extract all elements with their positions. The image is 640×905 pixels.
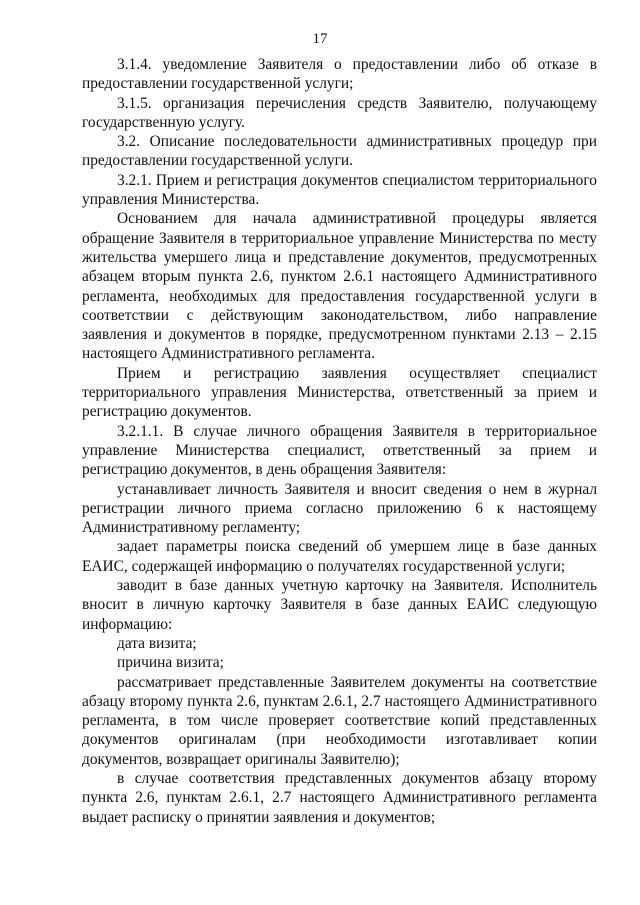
paragraph-3-2: 3.2. Описание последовательности административных процедур при предоставлении государственной услуги.: [82, 133, 597, 170]
paragraph-3-2-1: 3.2.1. Прием и регистрация документов специалистом территориального управления Министерства.: [82, 171, 597, 209]
page-number: 17: [312, 31, 328, 47]
paragraph-visit-date: дата визита;: [117, 634, 197, 652]
paragraph-review: рассматривает представленные Заявителем документы на соответствие абзацу второму пункта 2.6, пунктам 2.6.1, 2.7 настоящего Административного регламента, в том числе проверяет соответствие копий представленных документов оригиналам (при необходимости изготавливает копии документов, возвращает оригиналы Заявителю);: [82, 673, 597, 768]
paragraph-reception: Прием и регистрацию заявления осуществляет специалист территориального управления Министерства, ответственный за прием и регистрацию документов.: [82, 364, 597, 421]
paragraph-card: заводит в базе данных учетную карточку на Заявителя. Исполнитель вносит в личную карточку Заявителя в базе данных ЕАИС следующую информацию:: [82, 577, 597, 633]
paragraph-basis: Основанием для начала административной процедуры является обращение Заявителя в территориальное управление Министерства по месту жительства умершего лица и представление документов, предусмотренных абзацем вторым пункта 2.6, пунктом 2.6.1 настоящего Административного регламента, необходимых для предоставления государственной услуги в соответствии с действующим законодательством, либо направление заявления и документов в порядке, предусмотренном пунктами 2.13 – 2.15 настоящего Административного регламента.: [82, 210, 597, 363]
paragraph-receipt: в случае соответствия представленных документов абзацу второму пункта 2.6, пунктам 2.6.1, 2.7 настоящего Административного регламента выдает расписку о принятии заявления и документов;: [82, 769, 597, 826]
paragraph-search: задает параметры поиска сведений об умершем лице в базе данных ЕАИС, содержащей информацию о получателях государственной услуги;: [82, 538, 597, 575]
paragraph-visit-reason: причина визита;: [117, 654, 224, 672]
document-body: [82, 55, 597, 827]
paragraph-3-1-4: 3.1.4. уведомление Заявителя о предоставлении либо об отказе в предоставлении государственной услуги;: [82, 56, 597, 93]
paragraph-3-1-5: 3.1.5. организация перечисления средств Заявителю, получающему государственную услугу.: [82, 94, 597, 131]
paragraph-3-2-1-1: 3.2.1.1. В случае личного обращения Заявителя в территориальное управление Министерства специалист, ответственный за прием и регистрацию документов, в день обращения Заявителя:: [82, 422, 597, 479]
paragraph-identity: устанавливает личность Заявителя и вносит сведения о нем в журнал регистрации личного приема согласно приложению 6 к настоящему Административному регламенту;: [82, 480, 597, 537]
